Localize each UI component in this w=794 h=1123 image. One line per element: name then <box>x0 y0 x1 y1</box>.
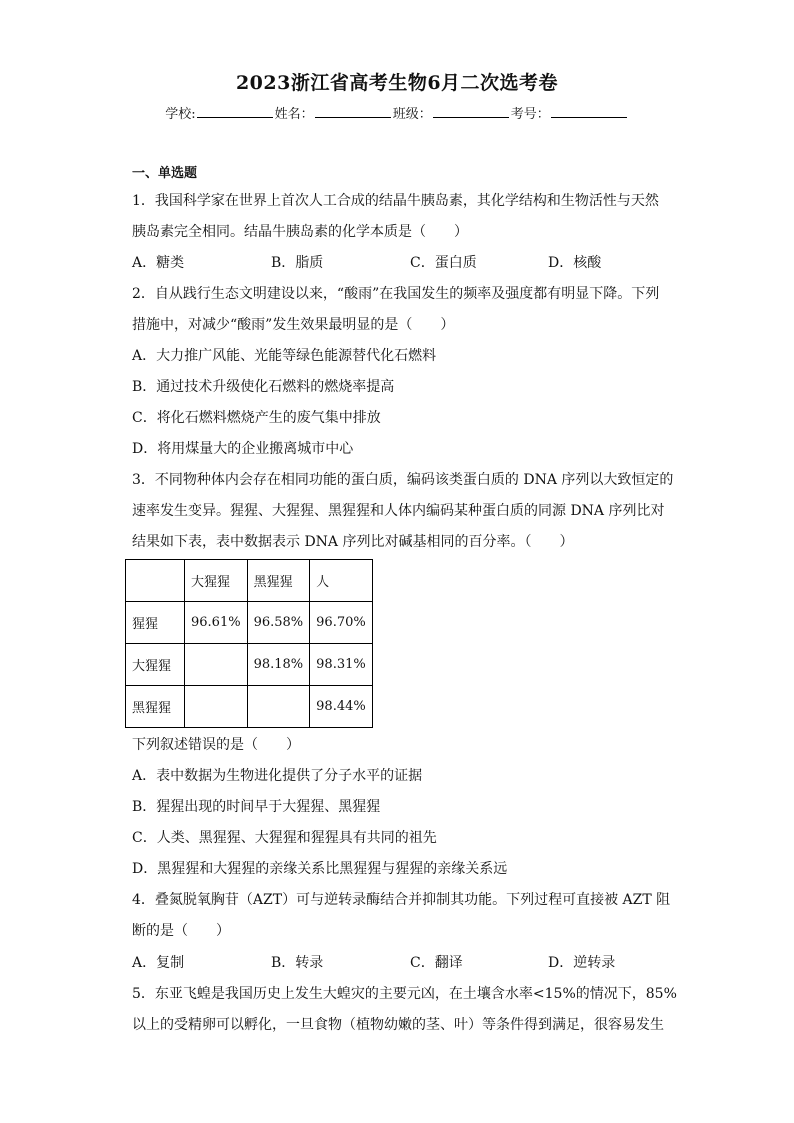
q2-option-c[interactable]: C．将化石燃料燃烧产生的废气集中排放 <box>132 410 381 426</box>
table-header-cell: 人 <box>310 560 373 602</box>
school-label: 学校: <box>165 107 196 122</box>
table-header-cell <box>126 560 185 602</box>
q3-option-c[interactable]: C．人类、黑猩猩、大猩猩和猩猩具有共同的祖先 <box>132 830 437 846</box>
q2-stem-line1: 2．自从践行生态文明建设以来，“酸雨”在我国发生的频率及强度都有明显下降。下列 <box>132 286 660 302</box>
table-cell: 96.70% <box>310 602 373 644</box>
q1-stem-line2: 胰岛素完全相同。结晶牛胰岛素的化学本质是（ ） <box>132 224 468 240</box>
table-cell: 96.61% <box>185 602 248 644</box>
table-cell: 98.31% <box>310 644 373 686</box>
table-row-label: 黑猩猩 <box>126 686 185 728</box>
table-row <box>126 686 373 728</box>
q3-option-a[interactable]: A．表中数据为生物进化提供了分子水平的证据 <box>132 768 423 784</box>
q4-option-b[interactable]: B．转录 <box>271 955 324 971</box>
q3-option-d[interactable]: D．黑猩猩和大猩猩的亲缘关系比黑猩猩与猩猩的亲缘关系远 <box>132 861 508 877</box>
table-cell <box>247 686 310 728</box>
table-row-label: 大猩猩 <box>126 644 185 686</box>
table-header-row <box>126 560 373 602</box>
q1-option-a[interactable]: A．糖类 <box>132 255 185 271</box>
table-row <box>126 602 373 644</box>
q1-option-b[interactable]: B．脂质 <box>271 255 324 271</box>
class-label: 班级： <box>392 107 432 122</box>
q4-stem-line1: 4．叠氮脱氧胸苷（AZT）可与逆转录酶结合并抑制其功能。下列过程可直接被 AZT 阻 <box>132 892 671 908</box>
q3-stem-line2: 速率发生变异。猩猩、大猩猩、黑猩猩和人体内编码某种蛋白质的同源 DNA 序列比对 <box>132 503 665 519</box>
table-header-cell: 黑猩猩 <box>247 560 310 602</box>
table-cell: 96.58% <box>247 602 310 644</box>
q2-stem-line2: 措施中，对减少“酸雨”发生效果最明显的是（ ） <box>132 317 455 333</box>
table-row-label: 猩猩 <box>126 602 185 644</box>
table-row <box>126 644 373 686</box>
q1-stem-line1: 1．我国科学家在世界上首次人工合成的结晶牛胰岛素，其化学结构和生物活性与天然 <box>132 193 659 209</box>
dna-comparison-table <box>125 559 373 728</box>
section-heading: 一、单选题 <box>132 166 198 181</box>
q3-stem-line3: 结果如下表，表中数据表示 DNA 序列比对碱基相同的百分率。（ ） <box>132 534 574 550</box>
table-cell: 98.44% <box>310 686 373 728</box>
q3-option-b[interactable]: B．猩猩出现的时间早于大猩猩、黑猩猩 <box>132 799 381 815</box>
school-field[interactable] <box>197 105 273 118</box>
q1-option-c[interactable]: C．蛋白质 <box>410 255 477 271</box>
q4-option-d[interactable]: D．逆转录 <box>548 955 616 971</box>
q3-prompt: 下列叙述错误的是（ ） <box>132 737 300 753</box>
table-cell <box>185 644 248 686</box>
q2-option-b[interactable]: B．通过技术升级使化石燃料的燃烧率提高 <box>132 379 395 395</box>
number-label: 考号： <box>510 107 550 122</box>
q2-option-a[interactable]: A．大力推广风能、光能等绿色能源替代化石燃料 <box>132 348 437 364</box>
table-cell: 98.18% <box>247 644 310 686</box>
student-info-row <box>0 103 794 122</box>
q1-option-d[interactable]: D．核酸 <box>548 255 602 271</box>
name-label: 姓名： <box>274 107 314 122</box>
q4-option-c[interactable]: C．翻译 <box>410 955 463 971</box>
q5-stem-line2: 以上的受精卵可以孵化，一旦食物（植物幼嫩的茎、叶）等条件得到满足，很容易发生 <box>132 1017 664 1033</box>
q5-stem-line1: 5．东亚飞蝗是我国历史上发生大蝗灾的主要元凶，在土壤含水率<15%的情况下，85% <box>132 986 677 1002</box>
table-header-cell: 大猩猩 <box>185 560 248 602</box>
q4-option-a[interactable]: A．复制 <box>132 955 185 971</box>
q3-stem-line1: 3．不同物种体内会存在相同功能的蛋白质，编码该类蛋白质的 DNA 序列以大致恒定的 <box>132 472 674 488</box>
exam-title: 2023浙江省高考生物6月二次选考卷 <box>235 72 559 94</box>
name-field[interactable] <box>315 105 391 118</box>
q4-stem-line2: 断的是（ ） <box>132 923 230 939</box>
table-cell <box>185 686 248 728</box>
number-field[interactable] <box>551 105 627 118</box>
class-field[interactable] <box>433 105 509 118</box>
q2-option-d[interactable]: D．将用煤量大的企业搬离城市中心 <box>132 441 354 457</box>
